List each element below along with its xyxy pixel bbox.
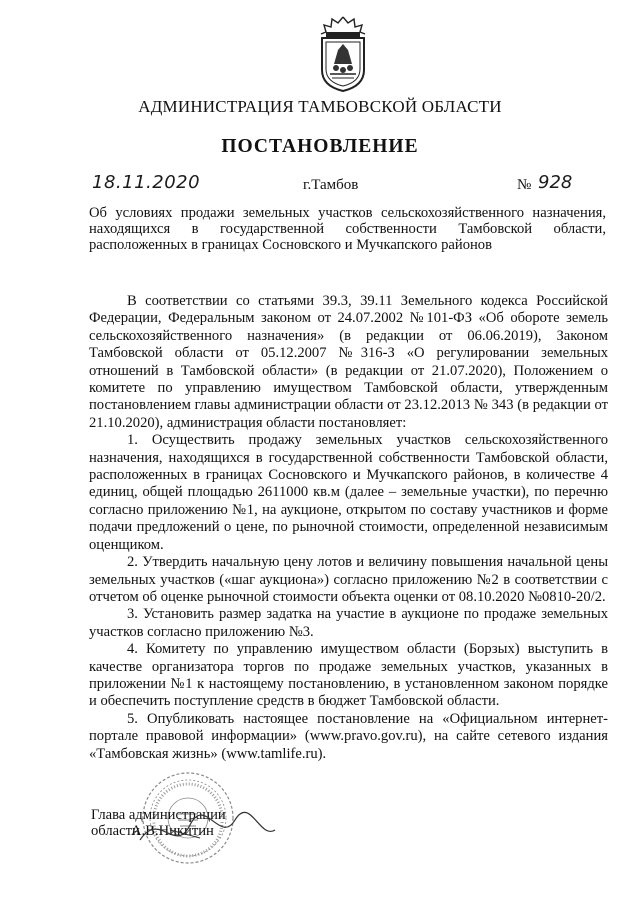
signatory-title-line1: Глава администрации: [91, 807, 226, 823]
document-city: г.Тамбов: [303, 177, 359, 193]
organization-name: АДМИНИСТРАЦИЯ ТАМБОВСКОЙ ОБЛАСТИ: [138, 97, 502, 116]
signatory-name: А.В.Никитин: [131, 823, 214, 839]
document-number: 928: [538, 172, 573, 193]
paragraph-item-3: 3. Установить размер задатка на участие в аукционе по продаже земельных участков согласно приложению №3.: [89, 606, 608, 640]
document-date: 18.11.2020: [92, 172, 201, 193]
document-number-label: №: [517, 177, 532, 193]
paragraph-item-1: 1. Осуществить продажу земельных участков сельскохозяйственного назначения, находящихся в государственной собственности Тамбовской области, расположенных в границах Сосновского и Мучкапского районов, в количестве 4 единиц, общей площадью 2611000 кв.м (далее – земельные участки), по перечню согласно приложению №1, на аукционе, открытом по составу участников и форме подачи предложений о цене, по рыночной стоимости, определенной независимым оценщиком.: [89, 432, 608, 553]
handwritten-signature: [130, 800, 280, 860]
paragraph-item-2: 2. Утвердить начальную цену лотов и величину повышения начальной цены земельных участков («шаг аукциона») согласно приложению №2 в соответствии с отчетом об оценке рыночной стоимости объекта оценки от 08.10.2020 №0810-20/2.: [89, 554, 608, 605]
signatory-title-line2: области: [91, 823, 140, 839]
paragraph-item-5: 5. Опубликовать настоящее постановление на «Официальном интернет-портале правовой информации» (www.pravo.gov.ru), на сайте сетевого издания «Тамбовская жизнь» (www.tamlife.ru).: [89, 710, 608, 762]
document-subject: Об условиях продажи земельных участков сельскохозяйственного назначения, находящихся в государственной собственности Тамбовской области, расположенных в границах Сосновского и Мучкапского районов: [89, 205, 606, 253]
document-body: [89, 293, 608, 763]
document-type-title: ПОСТАНОВЛЕНИЕ: [221, 136, 419, 157]
paragraph-item-4: 4. Комитету по управлению имуществом области (Борзых) выступить в качестве организатора торгов по продаже земельных участков, указанных в приложении №1 к настоящему постановлению, в установленном законом порядке и обеспечить поступление средств в бюджет Тамбовской области.: [89, 641, 608, 710]
paragraph-preamble: В соответствии со статьями 39.3, 39.11 Земельного кодекса Российской Федерации, Федеральным законом от 24.07.2002 №101-ФЗ «Об обороте земель сельскохозяйственного назначения» (в редакции от 06.06.2019), Законом Тамбовской области от 05.12.2007 №316-З «О регулировании земельных отношений в Тамбовской области» (в редакции от 21.07.2020), Положением о комитете по управлению имуществом Тамбовской области, утвержденным постановлением главы администрации области от 23.12.2013 № 343 (в редакции от 21.10.2020), администрация области постановляет:: [89, 293, 608, 431]
coat-of-arms-emblem: [312, 14, 374, 94]
